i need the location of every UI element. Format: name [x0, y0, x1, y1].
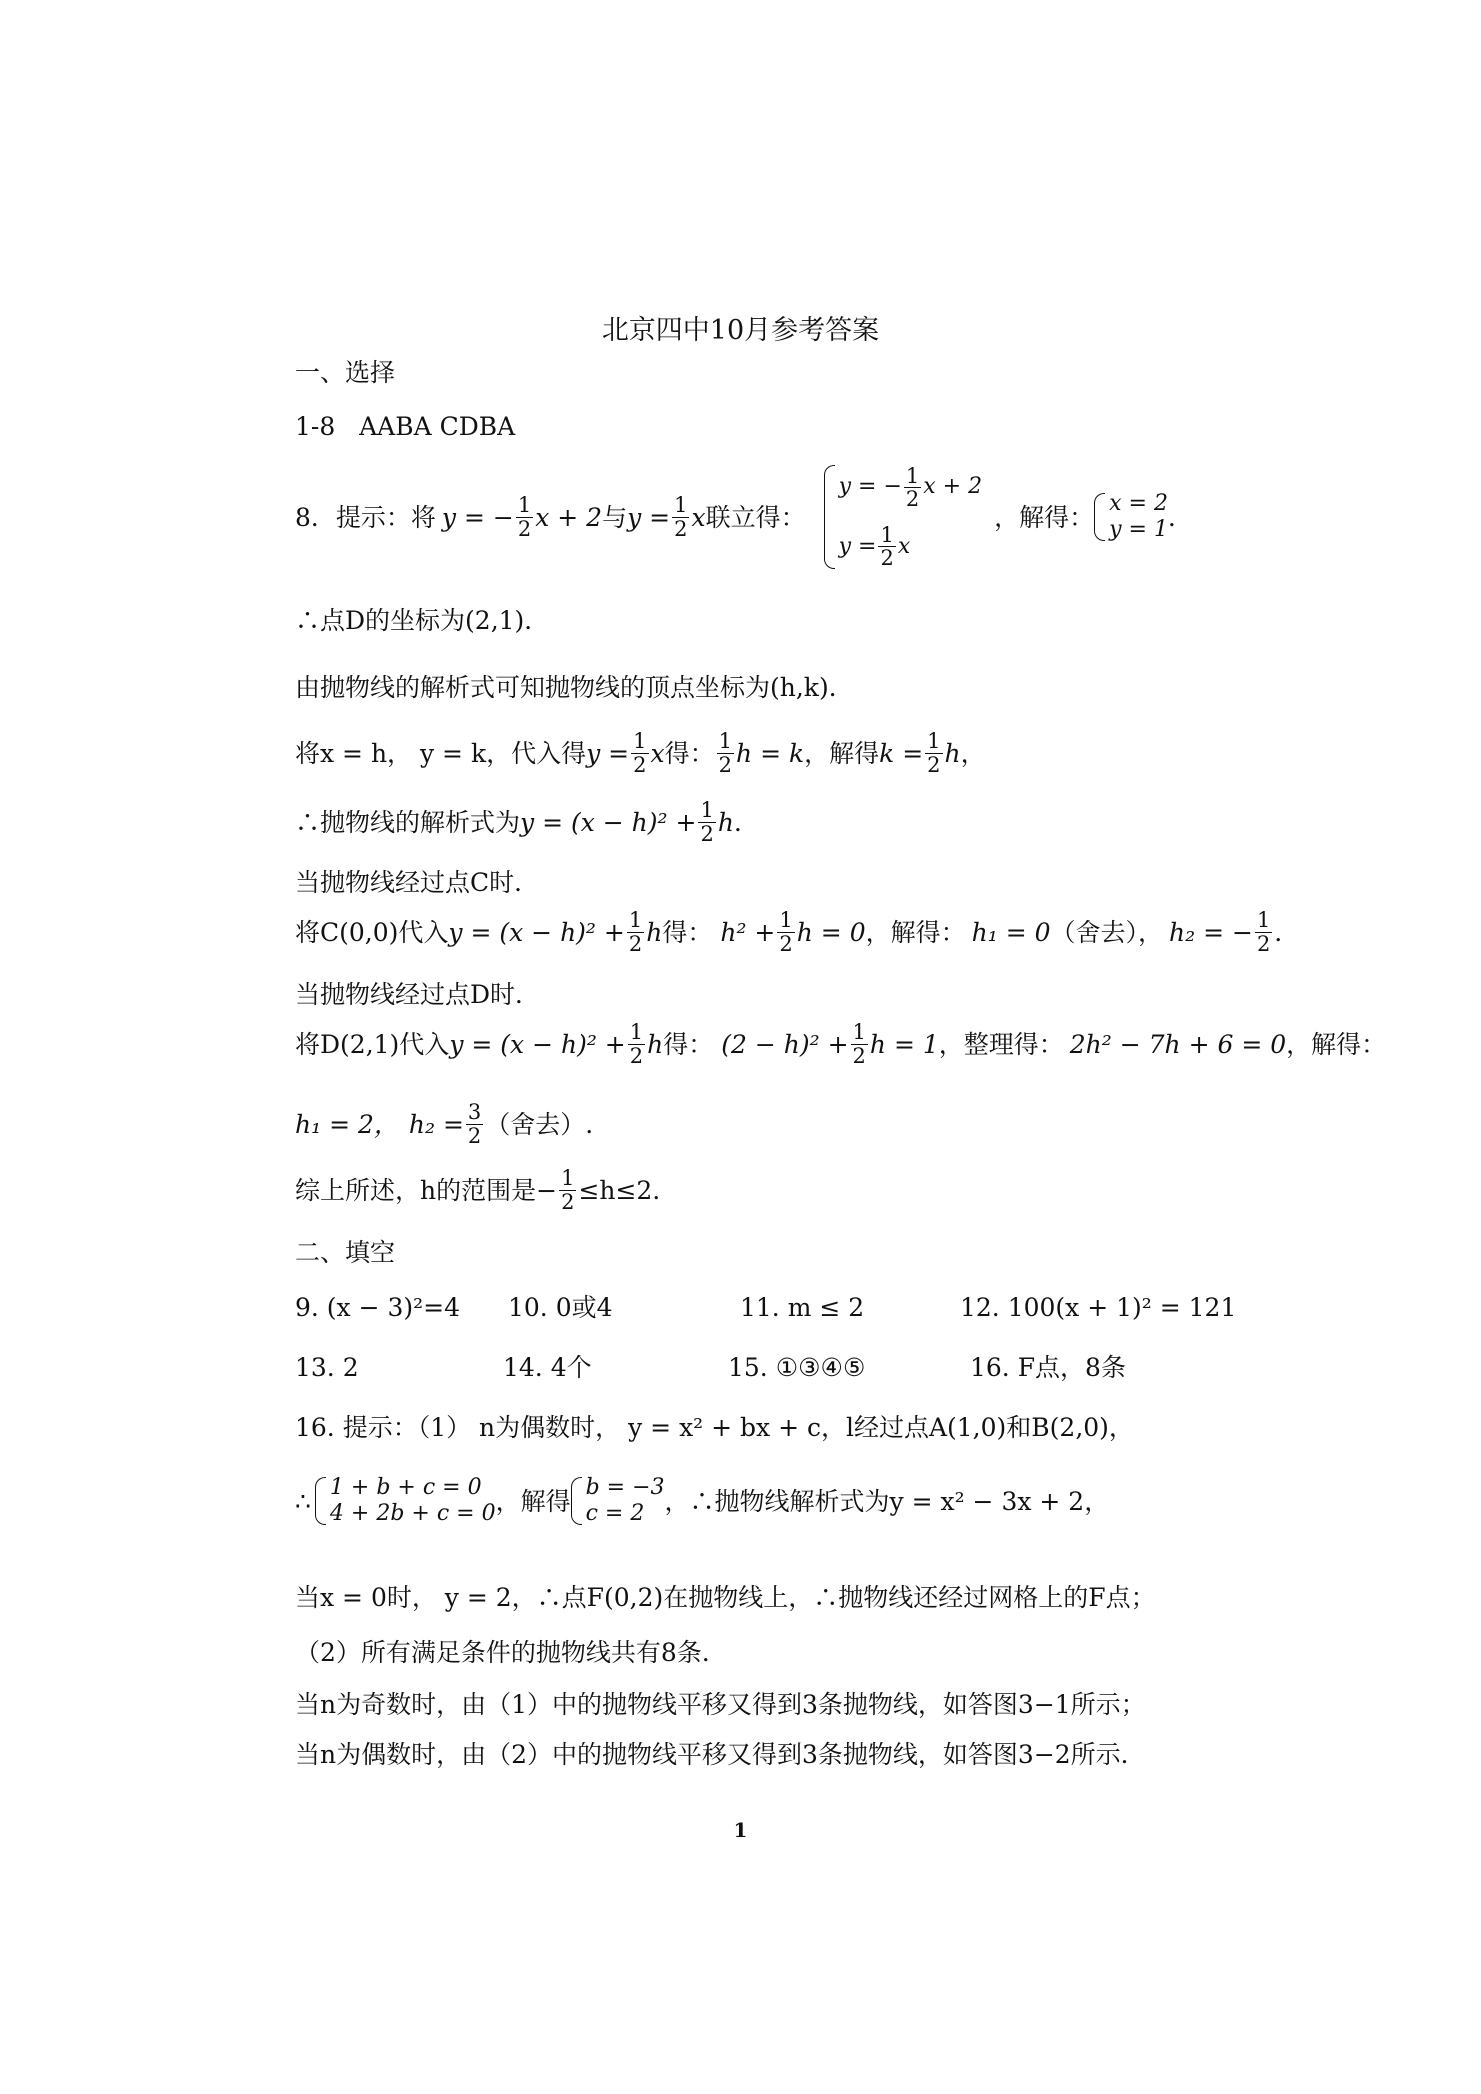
- substitute-c-line: 将C(0,0)代入 y = (x − h)² + $\frac{1}{2}$ h 得： h² + $\frac{1}{2}$ h = 0 ，解得： h₁ = 0 （舍去）， h₂ = − $\frac{1}{2}$ ．: [295, 908, 1300, 956]
- through-d-line: 当抛物线经过点D时．: [295, 980, 541, 1009]
- fill-answers-row-1: 9. (x − 3)²=4 10. 0或4 11. m ≤ 2 12. 100(x + 1)² = 121: [295, 1293, 1237, 1322]
- substitute-line: 将x = h， y = k，代入得 y = $\frac{1}{2}$ x 得： $\frac{1}{2}$ h = k ，解得 k = $\frac{1}{2}$ h ，: [295, 729, 986, 777]
- q16-line-5: 当n为奇数时，由（1）中的抛物线平移又得到3条抛物线，如答图3−1所示；: [295, 1690, 1146, 1719]
- system-of-equations: y = − $\frac{1}{2}$ x + 2 y = $\frac{1}{2}$ x: [824, 465, 983, 569]
- page-number: 1: [733, 1818, 748, 1842]
- page-title: 北京四中10月参考答案: [601, 315, 880, 346]
- q16-line-3: 当x = 0时， y = 2，∴点F(0,2)在抛物线上，∴抛物线还经过网格上的F点；: [295, 1583, 1156, 1612]
- substitute-d-line: 将D(2,1)代入 y = (x − h)² + $\frac{1}{2}$ h 得： (2 − h)² + $\frac{1}{2}$ h = 1 ，整理得： 2h² − 7h + 6 = 0 ，解得：: [295, 1020, 1387, 1068]
- q8-hint-line: 8．提示：将 y = − $\frac{1}{2}$ x + 2 与 y = $\frac{1}{2}$ x 联立得： y = − $\frac{1}{2}$ x + 2 y = $\frac{1}{2}$ x ，解得： x = 2 y = 1 ．: [295, 463, 1193, 571]
- q16-system-line: ∴ 1 + b + c = 0 4 + 2b + c = 0 ，解得 b = −3 c = 2 ，∴抛物线解析式为y = x² − 3x + 2，: [295, 1475, 1110, 1526]
- summary-line: 综上所述，h的范围是 − $\frac{1}{2}$ ≤h≤2．: [295, 1166, 678, 1214]
- section-heading-fill: 二、填空: [295, 1238, 396, 1267]
- vertex-line: 由抛物线的解析式可知抛物线的顶点坐标为(h,k)．: [295, 673, 854, 702]
- parabola-expression-line: ∴抛物线的解析式为 y = (x − h)² + $\frac{1}{2}$ h ．: [295, 798, 759, 846]
- q16-solution: b = −3 c = 2: [571, 1477, 665, 1525]
- answers-1-8: 1-8 AABA CDBA: [295, 412, 516, 441]
- section-heading-choice: 一、选择: [295, 358, 396, 387]
- solution-system: x = 2 y = 1: [1094, 493, 1168, 541]
- q16-system: 1 + b + c = 0 4 + 2b + c = 0: [315, 1477, 496, 1525]
- q16-hint-line: 16. 提示：（1） n为偶数时， y = x² + bx + c，l经过点A(1,0)和B(2,0)，: [295, 1413, 1134, 1442]
- fill-answers-row-2: 13. 2 14. 4个 15. ①③④⑤ 16. F点，8条: [295, 1353, 1126, 1382]
- point-d-line: ∴点D的坐标为(2,1)．: [295, 606, 550, 635]
- q16-line-4: （2）所有满足条件的抛物线共有8条．: [295, 1638, 727, 1667]
- q16-line-6: 当n为偶数时，由（2）中的抛物线平移又得到3条抛物线，如答图3−2所示．: [295, 1740, 1146, 1769]
- d-solution-line: h₁ = 2， h₂ = $\frac{3}{2}$ （舍去）.: [295, 1100, 594, 1148]
- through-c-line: 当抛物线经过点C时．: [295, 868, 540, 897]
